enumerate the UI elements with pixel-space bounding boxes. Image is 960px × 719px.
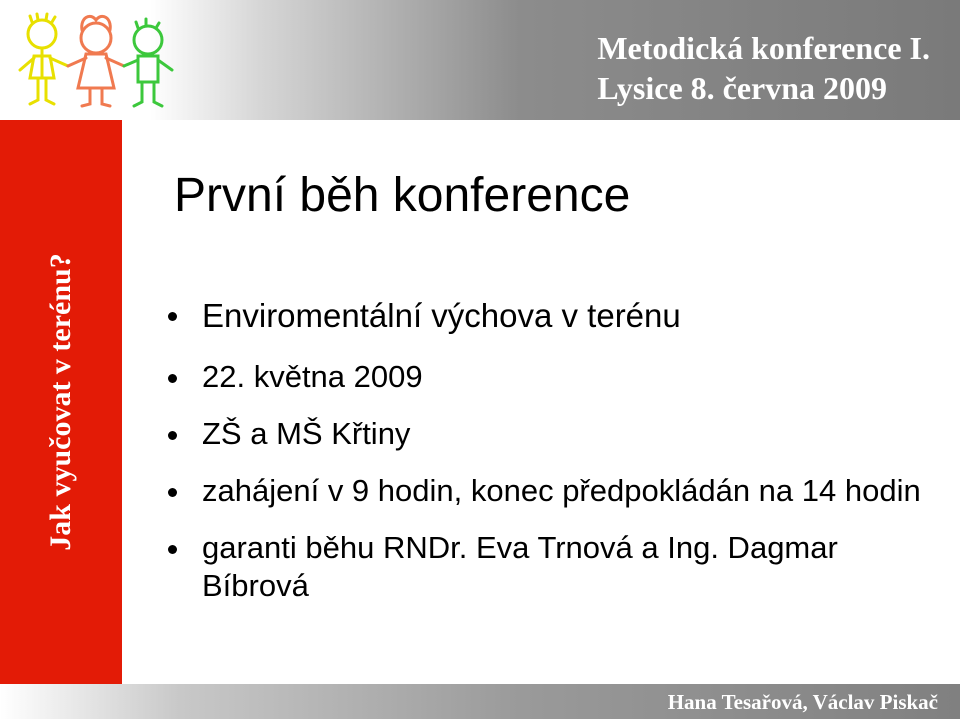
bullet-item	[168, 296, 928, 336]
bullet-dot-icon	[168, 488, 177, 497]
conference-title-line2: Lysice 8. června 2009	[597, 70, 888, 106]
bullet-text: ZŠ a MŠ Křtiny	[202, 416, 411, 451]
header-banner	[0, 0, 960, 120]
footer-authors: Hana Tesařová, Václav Piskač	[667, 690, 938, 714]
slide-title: První běh konference	[174, 169, 631, 222]
children-holding-hands-logo-icon	[10, 8, 180, 112]
sidebar-label: Jak vyučovat v terénu?	[44, 253, 77, 551]
bullet-text: zahájení v 9 hodin, konec předpokládán na 14 hodin	[202, 473, 921, 508]
bullet-item	[168, 529, 928, 605]
footer-bar	[0, 684, 960, 719]
bullet-dot-icon	[168, 374, 177, 383]
sidebar-band	[0, 120, 122, 684]
bullet-item	[168, 358, 928, 396]
bullet-text: Enviromentální výchova v terénu	[202, 297, 681, 334]
bullet-dot-icon	[168, 312, 177, 321]
bullet-text: garanti běhu RNDr. Eva Trnová a Ing. Dagmar Bíbrová	[202, 530, 838, 603]
conference-title	[597, 28, 930, 108]
bullet-dot-icon	[168, 431, 177, 440]
bullet-item	[168, 415, 928, 453]
bullet-dot-icon	[168, 545, 177, 554]
bullet-item	[168, 472, 928, 510]
bullet-list	[168, 296, 928, 624]
bullet-text: 22. května 2009	[202, 359, 423, 394]
conference-title-line1: Metodická konference I.	[597, 30, 930, 66]
